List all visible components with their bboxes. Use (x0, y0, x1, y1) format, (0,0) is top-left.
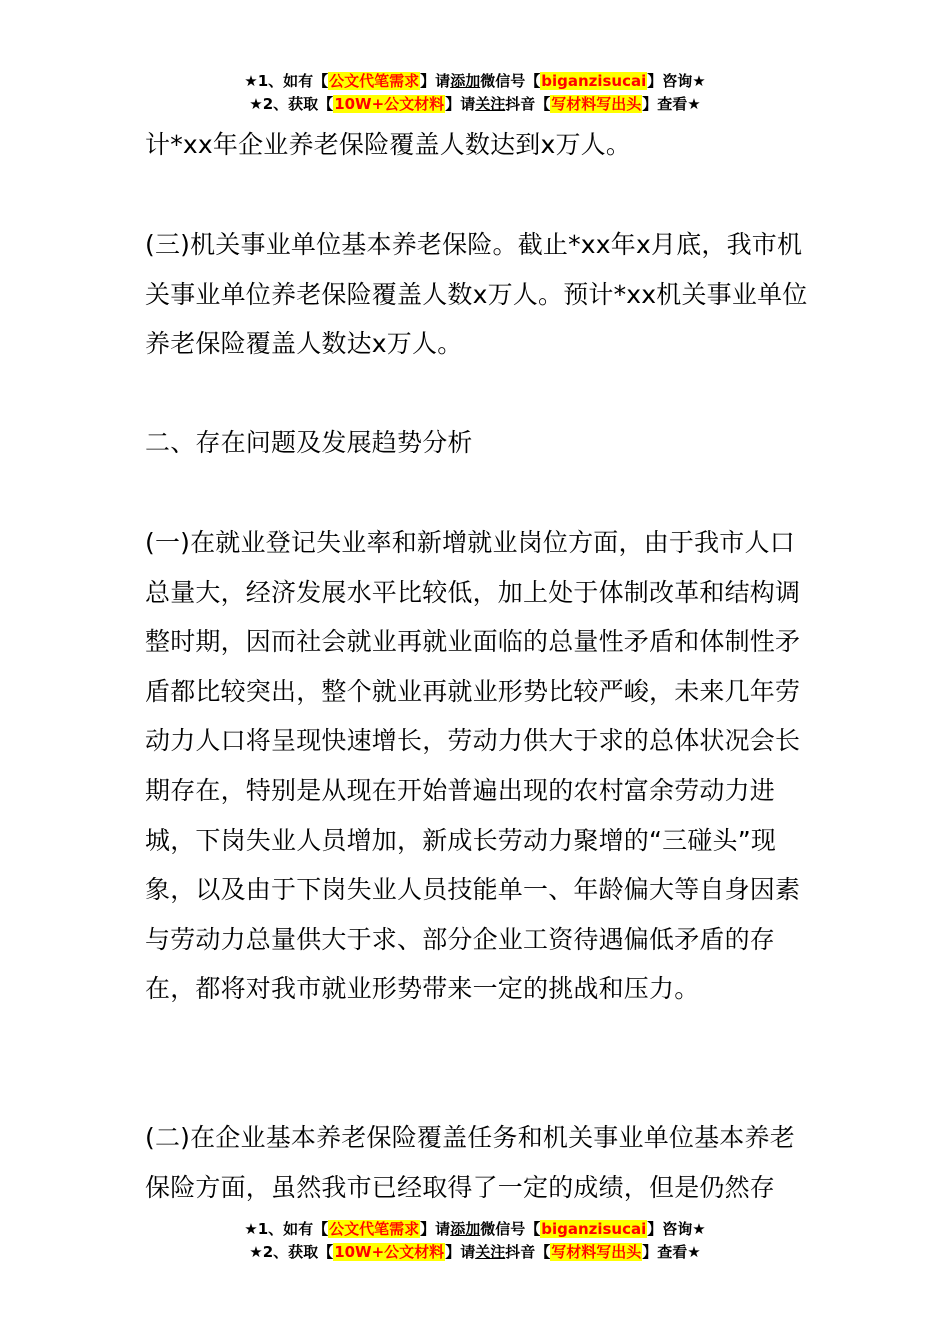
highlight-text: 公文代笔需求 (329, 72, 420, 90)
paragraph-three (145, 220, 810, 369)
highlight-text: biganzisucai (541, 1220, 647, 1238)
banner-text: 抖音【 (505, 95, 551, 113)
banner-text: ★1、如有【 (244, 72, 329, 90)
banner-text: 】请 (445, 95, 476, 113)
banner-text: 】请 (420, 72, 451, 90)
highlight-text: 写材料写出头 (551, 1243, 642, 1261)
paragraph-one (145, 518, 810, 1014)
banner-text: 抖音【 (505, 1243, 551, 1261)
heading-text: 二、存在问题及发展趋势分析 (145, 428, 473, 457)
banner-text: ★1、如有【 (244, 1220, 329, 1238)
banner-line-1 (0, 1218, 950, 1241)
underlined-text: 添加 (450, 1220, 481, 1238)
banner-text: 】请 (445, 1243, 476, 1261)
banner-text: 微信号【 (480, 72, 541, 90)
paragraph-two (145, 1113, 810, 1212)
highlight-text: biganzisucai (541, 72, 647, 90)
highlight-text: 公文代笔需求 (329, 1220, 420, 1238)
paragraph-continued (145, 120, 810, 170)
banner-text: 】请 (420, 1220, 451, 1238)
banner-text: 】咨询★ (647, 1220, 706, 1238)
banner-text: 】咨询★ (647, 72, 706, 90)
banner-text: 微信号【 (480, 1220, 541, 1238)
banner-text: ★2、获取【 (249, 1243, 334, 1261)
banner-line-2 (0, 93, 950, 116)
paragraph-text: (一)在就业登记失业率和新增就业岗位方面，由于我市人口总量大，经济发展水平比较低，加上处于体制改革和结构调整时期，因而社会就业再就业面临的总量性矛盾和体制性矛盾都比较突出，整个就业再就业形势比较严峻，未来几年劳动力人口将呈现快速增长，劳动力供大于求的总体状况会长期存在，特别是从现在开始普遍出现的农村富余劳动力进城，下岗失业人员增加，新成长劳动力聚增的“三碰头”现象，以及由于下岗失业人员技能单一、年龄偏大等自身因素与劳动力总量供大于求、部分企业工资待遇偏低矛盾的存在，都将对我市就业形势带来一定的挑战和压力。 (145, 528, 801, 1004)
highlight-text: 写材料写出头 (551, 95, 642, 113)
banner-line-1 (0, 70, 950, 93)
banner-line-2 (0, 1241, 950, 1264)
paragraph-text: (三)机关事业单位基本养老保险。截止*xx年x月底，我市机关事业单位养老保险覆盖人数x万人。预计*xx机关事业单位养老保险覆盖人数达x万人。 (145, 230, 808, 359)
banner-text: 】查看★ (642, 1243, 701, 1261)
underlined-text: 关注 (475, 1243, 506, 1261)
underlined-text: 关注 (475, 95, 506, 113)
underlined-text: 添加 (450, 72, 481, 90)
paragraph-text: (二)在企业基本养老保险覆盖任务和机关事业单位基本养老保险方面，虽然我市已经取得了一定的成绩，但是仍然存 (145, 1123, 795, 1202)
section-heading (145, 418, 810, 468)
banner-text: 】查看★ (642, 95, 701, 113)
highlight-text: 10W+公文材料 (334, 95, 445, 113)
footer-banner (0, 1218, 950, 1264)
paragraph-text: 计*xx年企业养老保险覆盖人数达到x万人。 (145, 130, 632, 159)
banner-text: ★2、获取【 (249, 95, 334, 113)
highlight-text: 10W+公文材料 (334, 1243, 445, 1261)
header-banner (0, 70, 950, 116)
